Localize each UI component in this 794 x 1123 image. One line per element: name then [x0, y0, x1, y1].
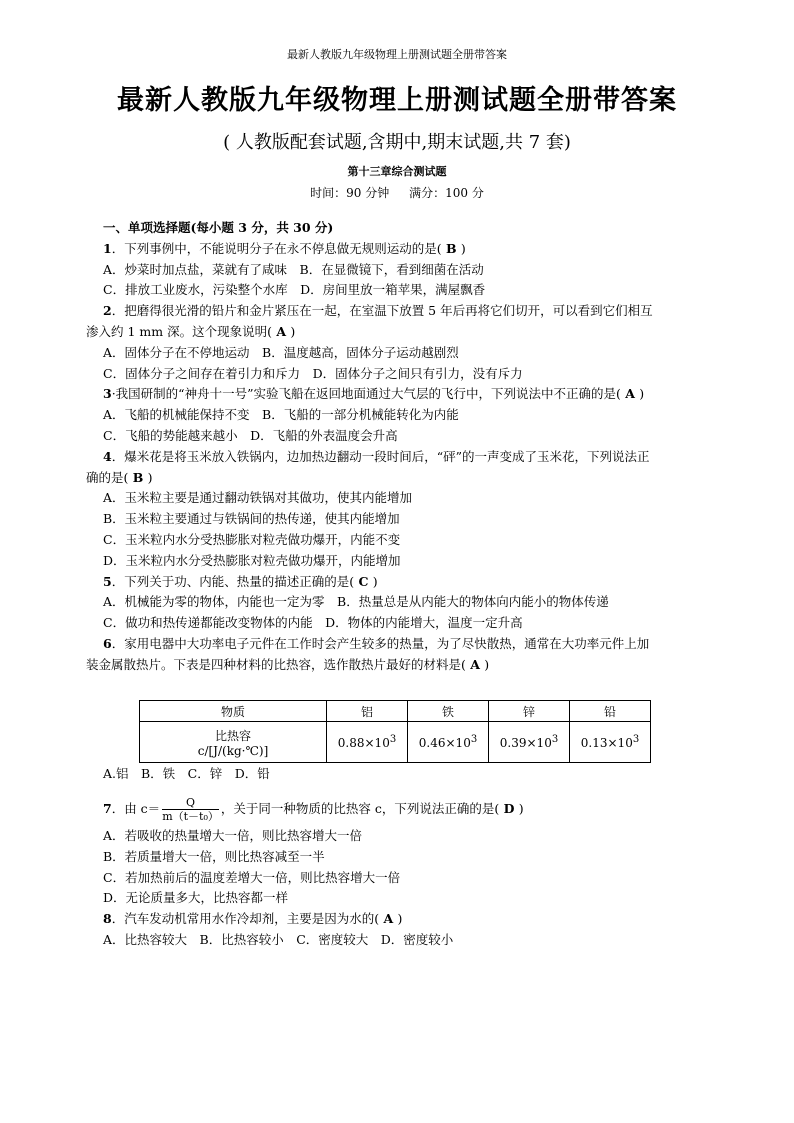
cell-exponent: 3 — [470, 734, 478, 745]
cell-value: 0.13×10 — [580, 736, 633, 750]
cell-exponent: 3 — [389, 734, 397, 745]
question-number: 1 — [103, 240, 112, 256]
paren-close: ) — [372, 573, 378, 589]
answer: A — [271, 323, 291, 339]
running-header: 最新人教版九年级物理上册测试题全册带答案 — [287, 48, 507, 61]
table-cell — [408, 722, 489, 763]
option-d: D．房间里放一箱苹果，满屋飘香 — [300, 282, 486, 298]
options-row — [103, 364, 703, 385]
paren-close: ) — [290, 323, 296, 339]
question-number: 3 — [103, 386, 112, 402]
row-label-unit: c/[J/(kg·℃)] — [197, 743, 269, 758]
option-a: A．炒菜时加点盐，菜就有了咸味 — [103, 261, 288, 277]
question-7 — [103, 796, 524, 823]
option-c: C．若加热前后的温度差增大一倍，则比热容增大一倍 — [103, 869, 401, 885]
chapter-title: 第十三章综合测试题 — [347, 165, 447, 178]
question-3 — [103, 384, 703, 405]
option-d: D．无论质量多大，比热容都一样 — [103, 890, 289, 906]
specific-heat-table — [139, 700, 651, 763]
option-c: C．固体分子之间存在着引力和斥力 — [103, 365, 301, 381]
paren-close: ) — [397, 911, 403, 927]
fraction-denominator: m（t－t₀） — [162, 810, 219, 823]
question-6 — [103, 634, 703, 655]
answer: A — [379, 911, 398, 927]
paren-close: ) — [147, 469, 153, 485]
options-row — [103, 613, 703, 634]
question-stem: ．爆米花是将玉米放入铁锅内，边加热边翻动一段时间后，“砰”的一声变成了玉米花，下列说法正 — [111, 448, 650, 464]
option-b: B．飞船的一部分机械能转化为内能 — [262, 407, 459, 423]
question-8 — [103, 909, 703, 930]
exam-time: 时间：90 分钟 — [310, 186, 390, 200]
option-c: C．飞船的势能越来越小 — [103, 427, 238, 443]
paren-close: ) — [518, 801, 524, 816]
paren-close: ) — [460, 240, 466, 256]
option-b: B．若质量增大一倍，则比热容减至一半 — [103, 848, 325, 864]
options-row — [103, 405, 703, 426]
table-row-label — [140, 722, 327, 763]
table-header-cell: 铅 — [570, 701, 651, 722]
cell-value: 0.88×10 — [337, 736, 390, 750]
question-stem: ．汽车发动机常用水作冷却剂，主要是因为水的( — [111, 911, 380, 927]
cell-exponent: 3 — [551, 734, 559, 745]
table-header-cell: 铁 — [408, 701, 489, 722]
option-a: A．玉米粒主要是通过翻动铁锅对其做功，使其内能增加 — [103, 490, 413, 506]
question-2 — [103, 301, 703, 322]
row-label-line: 比热容 — [214, 728, 251, 743]
question-stem-cont — [86, 468, 703, 489]
paren-close: ) — [484, 656, 490, 672]
option-c: C．排放工业废水，污染整个水库 — [103, 282, 288, 298]
options-row — [103, 426, 703, 447]
cell-exponent: 3 — [632, 734, 640, 745]
page-title: 最新人教版九年级物理上册测试题全册带答案 — [117, 85, 677, 116]
page-subtitle: ( 人教版配套试题,含期中,期末试题,共 7 套) — [223, 132, 571, 153]
question-number: 5 — [103, 573, 112, 589]
question-4 — [103, 447, 703, 468]
question-stem-cont — [86, 322, 703, 343]
table-header-row — [140, 701, 651, 722]
question-1 — [103, 239, 703, 260]
question-stem: ，关于同一种物质的比热容 c，下列说法正确的是( — [220, 801, 500, 816]
options-row — [103, 280, 703, 301]
table-cell — [489, 722, 570, 763]
option-a: A．机械能为零的物体，内能也一定为零 — [103, 594, 325, 610]
fraction-numerator: Q — [162, 796, 219, 810]
questions-block — [86, 218, 703, 676]
option-b: B．温度越高，固体分子运动越剧烈 — [262, 344, 459, 360]
table-cell — [327, 722, 408, 763]
options-row — [103, 343, 703, 364]
option-c: C．做功和热传递都能改变物体的内能 — [103, 615, 313, 631]
table-header-cell: 物质 — [140, 701, 327, 722]
question-stem: ·我国研制的“神舟十一号”实验飞船在返回地面通过大气层的飞行中，下列说法中不正确的是( — [111, 386, 621, 402]
question-stem: ．家用电器中大功率电子元件在工作时会产生较多的热量，为了尽快散热，通常在大功率元件上加 — [111, 635, 650, 651]
question-number: 4 — [103, 448, 112, 464]
question-stem: ．由 c＝ — [111, 801, 161, 816]
table-cell — [570, 722, 651, 763]
formula-fraction — [162, 796, 219, 823]
option-d: D．飞船的外表温度会升高 — [250, 427, 398, 443]
question-stem: ．下列关于功、内能、热量的描述正确的是( — [111, 573, 355, 589]
answer: B — [128, 469, 148, 485]
section-heading: 一、单项选择题(每小题 3 分，共 30 分) — [103, 220, 334, 235]
option-d: D．固体分子之间只有引力，没有斥力 — [312, 365, 523, 381]
option-b: B．热量总是从内能大的物体向内能小的物体传递 — [337, 594, 609, 610]
question-number: 6 — [103, 635, 112, 651]
question-stem: ．下列事例中，不能说明分子在永不停息做无规则运动的是( — [111, 240, 442, 256]
question-stem: 确的是( — [86, 469, 129, 485]
cell-value: 0.39×10 — [499, 736, 552, 750]
question-number: 8 — [103, 911, 112, 927]
option-a: A．固体分子在不停地运动 — [103, 344, 250, 360]
option-a: A．若吸收的热量增大一倍，则比热容增大一倍 — [103, 828, 363, 843]
question-stem: 渗入约 1 mm 深。这个现象说明( — [86, 323, 272, 339]
option-b: B．在显微镜下，看到细菌在活动 — [299, 261, 484, 277]
question-5 — [103, 572, 703, 593]
option-d: D．物体的内能增大，温度一定升高 — [325, 615, 523, 631]
exam-meta — [0, 184, 794, 201]
question-stem-cont — [86, 655, 703, 676]
options-row — [103, 592, 703, 613]
questions-block-2 — [103, 826, 703, 951]
table-header-cell: 铝 — [327, 701, 408, 722]
cell-value: 0.46×10 — [418, 736, 471, 750]
answer: B — [441, 240, 461, 256]
answer: A — [620, 386, 640, 402]
question-number: 7 — [103, 801, 112, 816]
options-row: A．比热容较大 B．比热容较小 C．密度较大 D．密度较小 — [103, 931, 454, 947]
option-a: A．飞船的机械能保持不变 — [103, 407, 250, 423]
table-row — [140, 722, 651, 763]
option-d: D．玉米粒内水分受热膨胀对粒壳做功爆开，内能增加 — [103, 552, 401, 568]
exam-score: 满分：100 分 — [409, 186, 484, 200]
q6-options: A.铝 B．铁 C．锌 D．铅 — [103, 766, 270, 781]
question-stem: ．把磨得很光滑的铅片和金片紧压在一起，在室温下放置 5 年后再将它们切开，可以看到它们相互 — [111, 303, 653, 319]
option-c: C．玉米粒内水分受热膨胀对粒壳做功爆开，内能不变 — [103, 531, 401, 547]
answer: D — [499, 801, 519, 816]
options-row — [103, 260, 703, 281]
option-b: B．玉米粒主要通过与铁锅间的热传递，使其内能增加 — [103, 511, 400, 527]
answer: C — [354, 573, 373, 589]
table-header-cell: 锌 — [489, 701, 570, 722]
question-stem: 装金属散热片。下表是四种材料的比热容，选作散热片最好的材料是( — [86, 656, 466, 672]
answer: A — [465, 656, 485, 672]
question-number: 2 — [103, 303, 112, 319]
paren-close: ) — [639, 386, 645, 402]
